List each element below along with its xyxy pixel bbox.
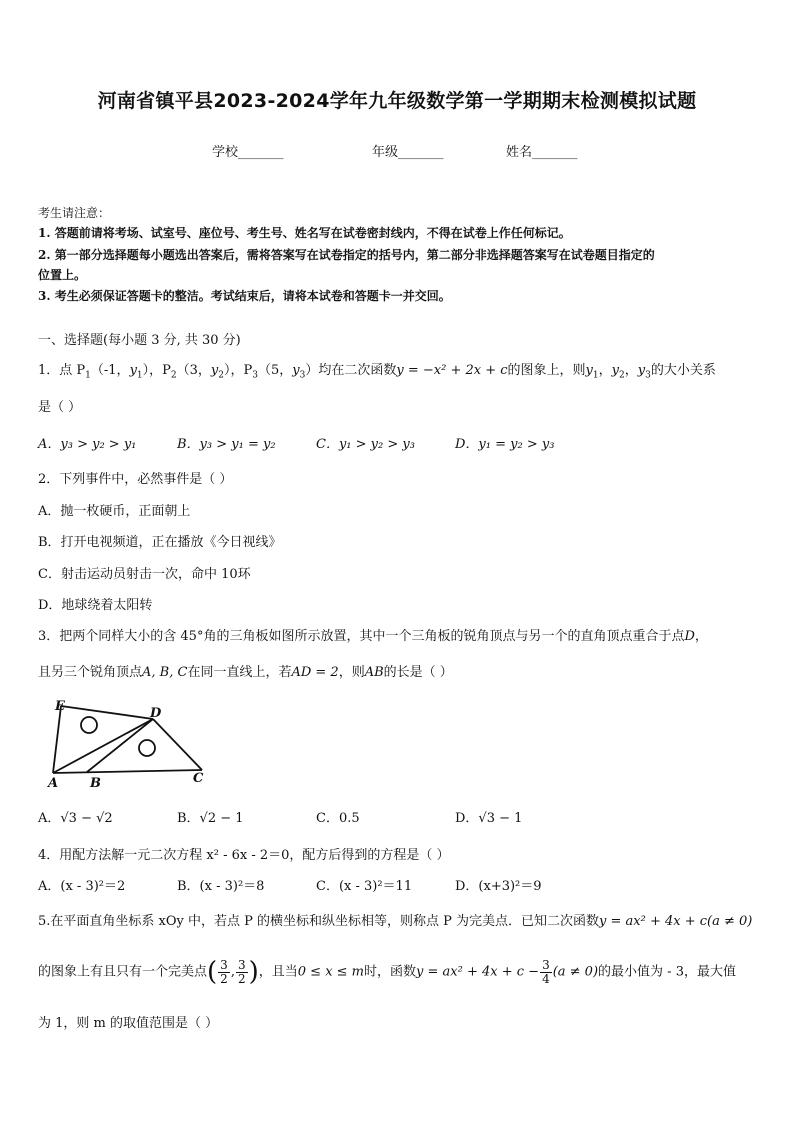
- q4-stem: 4．用配方法解一元二次方程 x² - 6x - 2＝0，配方后得到的方程是（ ）: [38, 848, 450, 863]
- q1-option-c: C．y₁ > y₂ > y₃: [316, 437, 415, 452]
- circle-left: [81, 717, 97, 733]
- label-a: A: [48, 776, 59, 791]
- q5-stem-line2: 的图象上有且只有一个完美点( $\frac{3}{2}$ , $\frac{3}{2}$ )，且当0 ≤ x ≤ m时，函数y = ax² + 4x + c − $\frac{3}{4}$ (a ≠ 0)的最小值为 - 3，最大值: [38, 957, 736, 987]
- q4-option-a: A．(x - 3)²＝2: [38, 879, 126, 894]
- q4-option-b: B．(x - 3)²＝8: [177, 879, 265, 894]
- q3-stem-line2: 且另三个锐角顶点A, B, C在同一直线上，若AD = 2，则AB的长是（ ）: [38, 665, 453, 680]
- label-e: E: [55, 699, 65, 714]
- fraction-three-quarters: $\frac{3}{4}$: [542, 957, 550, 986]
- q3-option-a: A．√3 − √2: [38, 811, 113, 826]
- segment-d-c: [153, 719, 202, 770]
- section-1-heading: 一、选择题(每小题 3 分, 共 30 分): [38, 333, 241, 348]
- grade-field: 年级_______: [372, 145, 444, 160]
- q3-option-d: D．√3 − 1: [455, 811, 523, 826]
- notice-heading: 考生请注意：: [38, 206, 111, 220]
- q1-stem-line2: 是（ ）: [38, 400, 82, 415]
- label-c: C: [193, 771, 204, 786]
- school-field: 学校_______: [212, 145, 284, 160]
- q1-function: y = −x² + 2x + c: [396, 363, 508, 378]
- q2-option-a: A．抛一枚硬币，正面朝上: [38, 504, 191, 519]
- q4-option-d: D．(x+3)²＝9: [455, 879, 542, 894]
- segment-e-a: [53, 706, 61, 773]
- q1-stem: 1．点 $P_1(-1$，$y_1$），$P_2(3$，$y_2$），$P_3(5$，$y_3$）均在二次函数y = −x² + 2x + c的图象上，则$y_1$，$y_2$，$y_3$的大小关系: [38, 363, 716, 381]
- label-b: B: [90, 776, 101, 791]
- q4-option-c: C．(x - 3)²＝11: [316, 879, 413, 894]
- q2-stem: 2．下列事件中，必然事件是（ ）: [38, 472, 233, 487]
- fraction-three-halves-y: $\frac{3}{2}$: [237, 957, 246, 986]
- q3-triangle-figure: [44, 696, 214, 791]
- q1-option-a: A．y₃ > y₂ > y₁: [38, 437, 137, 452]
- fraction-three-halves-x: $\frac{3}{2}$: [220, 957, 228, 986]
- q5-stem-line3: 为 1，则 m 的取值范围是（ ）: [38, 1016, 219, 1031]
- q2-option-c: C．射击运动员射击一次，命中 10环: [38, 567, 251, 582]
- q3-option-c: C．0.5: [316, 811, 360, 826]
- label-d: D: [150, 706, 162, 721]
- q3-stem-line1: 3．把两个同样大小的含 45°角的三角板如图所示放置，其中一个三角板的锐角顶点与另一个的直角顶点重合于点D，: [38, 629, 708, 644]
- segment-a-d: [53, 719, 153, 773]
- q2-option-d: D．地球绕着太阳转: [38, 598, 153, 613]
- q2-option-b: B．打开电视频道，正在播放《今日视线》: [38, 535, 282, 550]
- segment-a-c: [53, 770, 202, 773]
- notice-item-1: 1. 答题前请将考场、试室号、座位号、考生号、姓名写在试卷密封线内，不得在试卷上作任何标记。: [38, 226, 571, 240]
- notice-item-2b: 位置上。: [38, 268, 87, 282]
- q5-stem-line1: 5.在平面直角坐标系 xOy 中，若点 P 的横坐标和纵坐标相等，则称点 P 为完美点．已知二次函数y = ax² + 4x + c(a ≠ 0): [38, 914, 753, 929]
- q1-option-b: B．y₃ > y₁ = y₂: [177, 437, 276, 452]
- notice-item-2a: 2. 第一部分选择题每小题选出答案后，需将答案写在试卷指定的括号内，第二部分非选择题答案写在试卷题目指定的: [38, 248, 655, 262]
- q1-option-d: D．y₁ = y₂ > y₃: [455, 437, 555, 452]
- q3-option-b: B．√2 − 1: [177, 811, 244, 826]
- exam-title: 河南省镇平县2023-2024学年九年级数学第一学期期末检测模拟试题: [97, 90, 697, 112]
- name-field: 姓名_______: [506, 145, 578, 160]
- circle-right: [139, 740, 155, 756]
- notice-item-3: 3. 考生必须保证答题卡的整洁。考试结束后，请将本试卷和答题卡一并交回。: [38, 289, 451, 303]
- segment-e-d: [61, 706, 153, 719]
